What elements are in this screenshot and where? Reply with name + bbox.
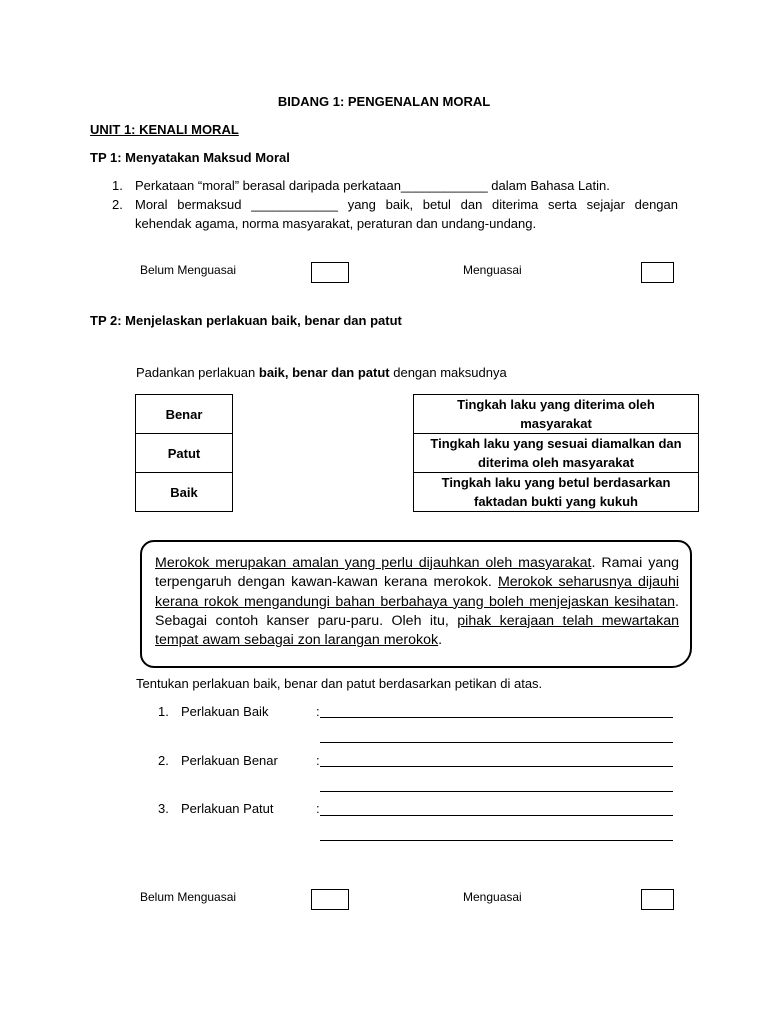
item-number: 1.	[112, 178, 123, 193]
answer-colon: :	[316, 753, 320, 768]
passage-box	[140, 540, 692, 668]
term-cell: Benar	[136, 395, 233, 434]
answer-label: Perlakuan Benar	[181, 753, 278, 768]
passage-underlined: Merokok seharusnya dijauhi kerana rokok mengandungi bahan berbahaya yang boleh menjejaskan kesihatan	[155, 574, 679, 610]
unit-heading: UNIT 1: KENALI MORAL	[90, 122, 239, 137]
answer-line[interactable]	[320, 840, 673, 841]
term-cell: Baik	[136, 473, 233, 512]
instruction-text: Padankan perlakuan	[136, 365, 259, 380]
tp2-question: Tentukan perlakuan baik, benar dan patut berdasarkan petikan di atas.	[136, 676, 543, 691]
passage-text	[155, 554, 679, 650]
meaning-line: Tingkah laku yang betul berdasarkan	[441, 475, 671, 490]
answer-number: 1.	[158, 704, 169, 719]
meaning-line: diterima oleh masyarakat	[477, 455, 635, 470]
answer-label: Perlakuan Patut	[181, 801, 274, 816]
answer-line[interactable]	[320, 766, 673, 767]
meanings-table	[413, 394, 699, 512]
item-text: Perkataan “moral” berasal daripada perkataan____________ dalam Bahasa Latin.	[135, 178, 610, 193]
menguasai-label: Menguasai	[463, 890, 522, 904]
passage-underlined: pihak kerajaan telah mewartakan tempat awam sebagai zon larangan merokok	[155, 612, 679, 649]
meaning-cell	[414, 473, 699, 512]
answer-colon: :	[316, 704, 320, 719]
item-number: 2.	[112, 197, 123, 212]
answer-number: 3.	[158, 801, 169, 816]
answer-number: 2.	[158, 753, 169, 768]
belum-menguasai-checkbox[interactable]	[311, 889, 349, 910]
answer-line[interactable]	[320, 742, 673, 743]
tp1-heading: TP 1: Menyatakan Maksud Moral	[90, 150, 290, 165]
belum-menguasai-label: Belum Menguasai	[140, 890, 237, 904]
menguasai-checkbox[interactable]	[641, 262, 674, 283]
meaning-cell	[414, 434, 699, 473]
answer-line[interactable]	[320, 791, 673, 792]
passage-plain: .	[438, 632, 443, 649]
answer-line[interactable]	[320, 717, 673, 718]
term-cell: Patut	[136, 434, 233, 473]
passage-plain: . Ramai yang terpengaruh dengan kawan-kawan kerana merokok.	[155, 555, 679, 591]
meaning-line: Tingkah laku yang sesuai diamalkan dan	[430, 436, 682, 451]
instruction-text: dengan maksudnya	[389, 365, 507, 380]
instruction-bold: baik, benar dan patut	[258, 365, 390, 380]
page-title: BIDANG 1: PENGENALAN MORAL	[277, 94, 491, 109]
passage-underlined: Merokok merupakan amalan yang perlu dijauhkan oleh masyarakat	[155, 555, 592, 571]
meaning-line: Tingkah laku yang diterima oleh	[457, 397, 655, 412]
answer-colon: :	[316, 801, 320, 816]
terms-table	[135, 394, 233, 512]
item-line: kehendak agama, norma masyarakat, peraturan dan undang-undang.	[135, 216, 537, 231]
meaning-cell	[414, 395, 699, 434]
menguasai-label: Menguasai	[463, 263, 522, 277]
item-line: Moral bermaksud ____________ yang baik, betul dan diterima serta sejajar dengan	[135, 197, 678, 212]
item-text	[135, 197, 678, 231]
meaning-line: faktadan bukti yang kukuh	[474, 494, 638, 509]
passage-plain: . Sebagai contoh kanser paru-paru. Oleh itu,	[155, 593, 679, 629]
answer-label: Perlakuan Baik	[181, 704, 269, 719]
menguasai-checkbox[interactable]	[641, 889, 674, 910]
tp2-heading: TP 2: Menjelaskan perlakuan baik, benar dan patut	[90, 313, 402, 328]
belum-menguasai-checkbox[interactable]	[311, 262, 349, 283]
belum-menguasai-label: Belum Menguasai	[140, 263, 237, 277]
answer-line[interactable]	[320, 815, 673, 816]
tp2-instruction	[136, 365, 507, 380]
meaning-line: masyarakat	[520, 416, 592, 431]
